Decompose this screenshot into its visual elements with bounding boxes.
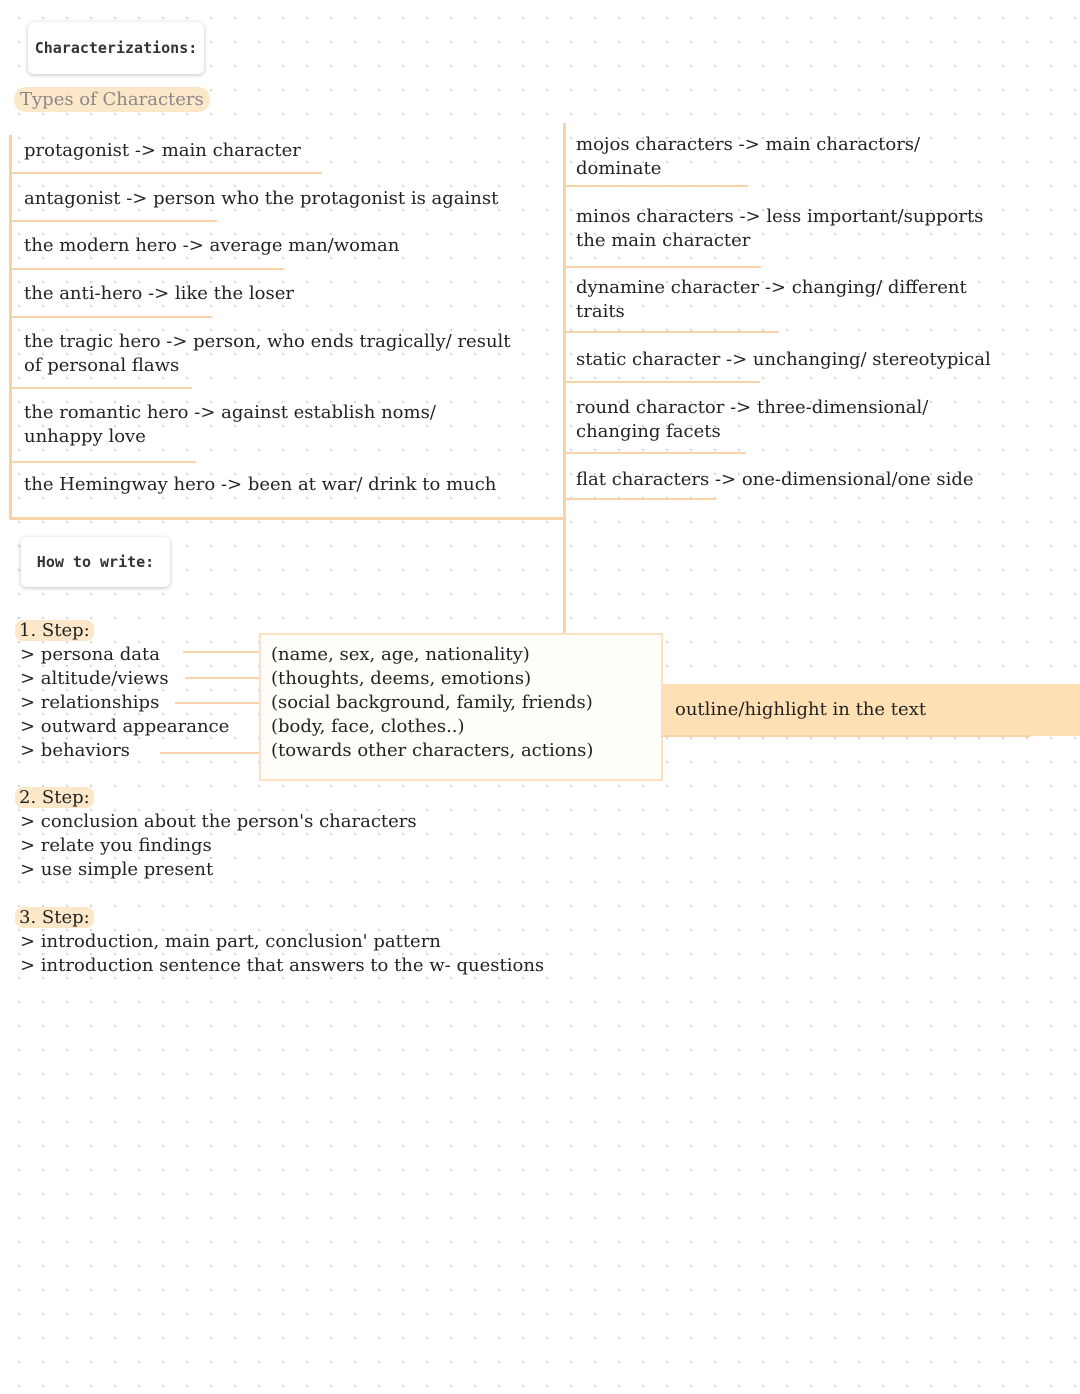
type-static-character: static character -> unchanging/ stereotypical — [576, 349, 991, 370]
how-to-write-title — [21, 537, 170, 587]
step2-label — [15, 786, 94, 810]
connector-line — [183, 651, 261, 653]
section-subtitle-text: Types of Characters — [20, 89, 204, 110]
connector-line — [185, 677, 261, 679]
type-flat-characters: flat characters -> one-dimensional/one side — [576, 469, 974, 490]
highlight-note-text: outline/highlight in the text — [675, 699, 927, 720]
divider — [566, 452, 746, 454]
divider — [566, 381, 760, 383]
detail-behaviors: (towards other characters, actions) — [271, 740, 594, 761]
step1-label-text: 1. Step: — [15, 620, 94, 641]
type-major-characters: mojos characters -> main charactors/ dominate — [576, 134, 921, 179]
step3-label-text: 3. Step: — [15, 907, 94, 928]
step3-item: > introduction, main part, conclusion' pattern — [20, 931, 441, 952]
step1-item-attitude: > altitude/views — [20, 668, 169, 689]
type-round-character: round charactor -> three-dimensional/ changing facets — [576, 397, 929, 442]
detail-persona-data: (name, sex, age, nationality) — [271, 644, 530, 665]
step2-label-text: 2. Step: — [15, 787, 94, 808]
detail-relationships: (social background, family, friends) — [271, 692, 593, 713]
type-anti-hero: the anti-hero -> like the loser — [24, 283, 294, 304]
type-protagonist: protagonist -> main character — [24, 140, 301, 161]
step1-item-relationships: > relationships — [20, 692, 160, 713]
divider — [12, 461, 196, 463]
detail-appearance: (body, face, clothes..) — [271, 716, 465, 737]
center-vertical-line — [563, 123, 566, 635]
connector-line — [160, 752, 261, 754]
type-romantic-hero: the romantic hero -> against establish noms/ unhappy love — [24, 402, 436, 447]
type-antagonist: antagonist -> person who the protagonist is against — [24, 188, 499, 209]
detail-attitude: (thoughts, deems, emotions) — [271, 668, 532, 689]
page-title — [28, 22, 204, 74]
highlight-underline — [661, 735, 1031, 737]
step1-item-behaviors: > behaviors — [20, 740, 130, 761]
page-title-text: Characterizations: — [34, 39, 198, 57]
divider — [12, 316, 212, 318]
type-modern-hero: the modern hero -> average man/woman — [24, 235, 400, 256]
step3-item: > introduction sentence that answers to the w- questions — [20, 955, 545, 976]
step1-label — [15, 619, 94, 643]
divider — [566, 331, 779, 333]
step2-item: > conclusion about the person's characters — [20, 811, 417, 832]
type-dynamic-character: dynamine character -> changing/ different traits — [576, 277, 967, 322]
divider — [566, 185, 748, 187]
divider — [12, 387, 192, 389]
divider — [12, 172, 322, 174]
how-to-write-title-text: How to write: — [36, 553, 155, 571]
section-subtitle — [14, 87, 210, 112]
divider — [12, 220, 217, 222]
divider — [566, 498, 716, 500]
divider — [566, 266, 761, 268]
step3-label — [15, 906, 94, 930]
step2-item: > use simple present — [20, 859, 214, 880]
step2-item: > relate you findings — [20, 835, 212, 856]
bottom-horizontal-line — [9, 517, 565, 520]
type-minor-characters: minos characters -> less important/supports the main character — [576, 206, 984, 251]
type-tragic-hero: the tragic hero -> person, who ends tragically/ result of personal flaws — [24, 331, 511, 376]
step1-item-appearance: > outward appearance — [20, 716, 230, 737]
step1-item-persona-data: > persona data — [20, 644, 160, 665]
connector-line — [175, 702, 261, 704]
divider — [12, 268, 284, 270]
type-hemingway-hero: the Hemingway hero -> been at war/ drink to much — [24, 474, 497, 495]
